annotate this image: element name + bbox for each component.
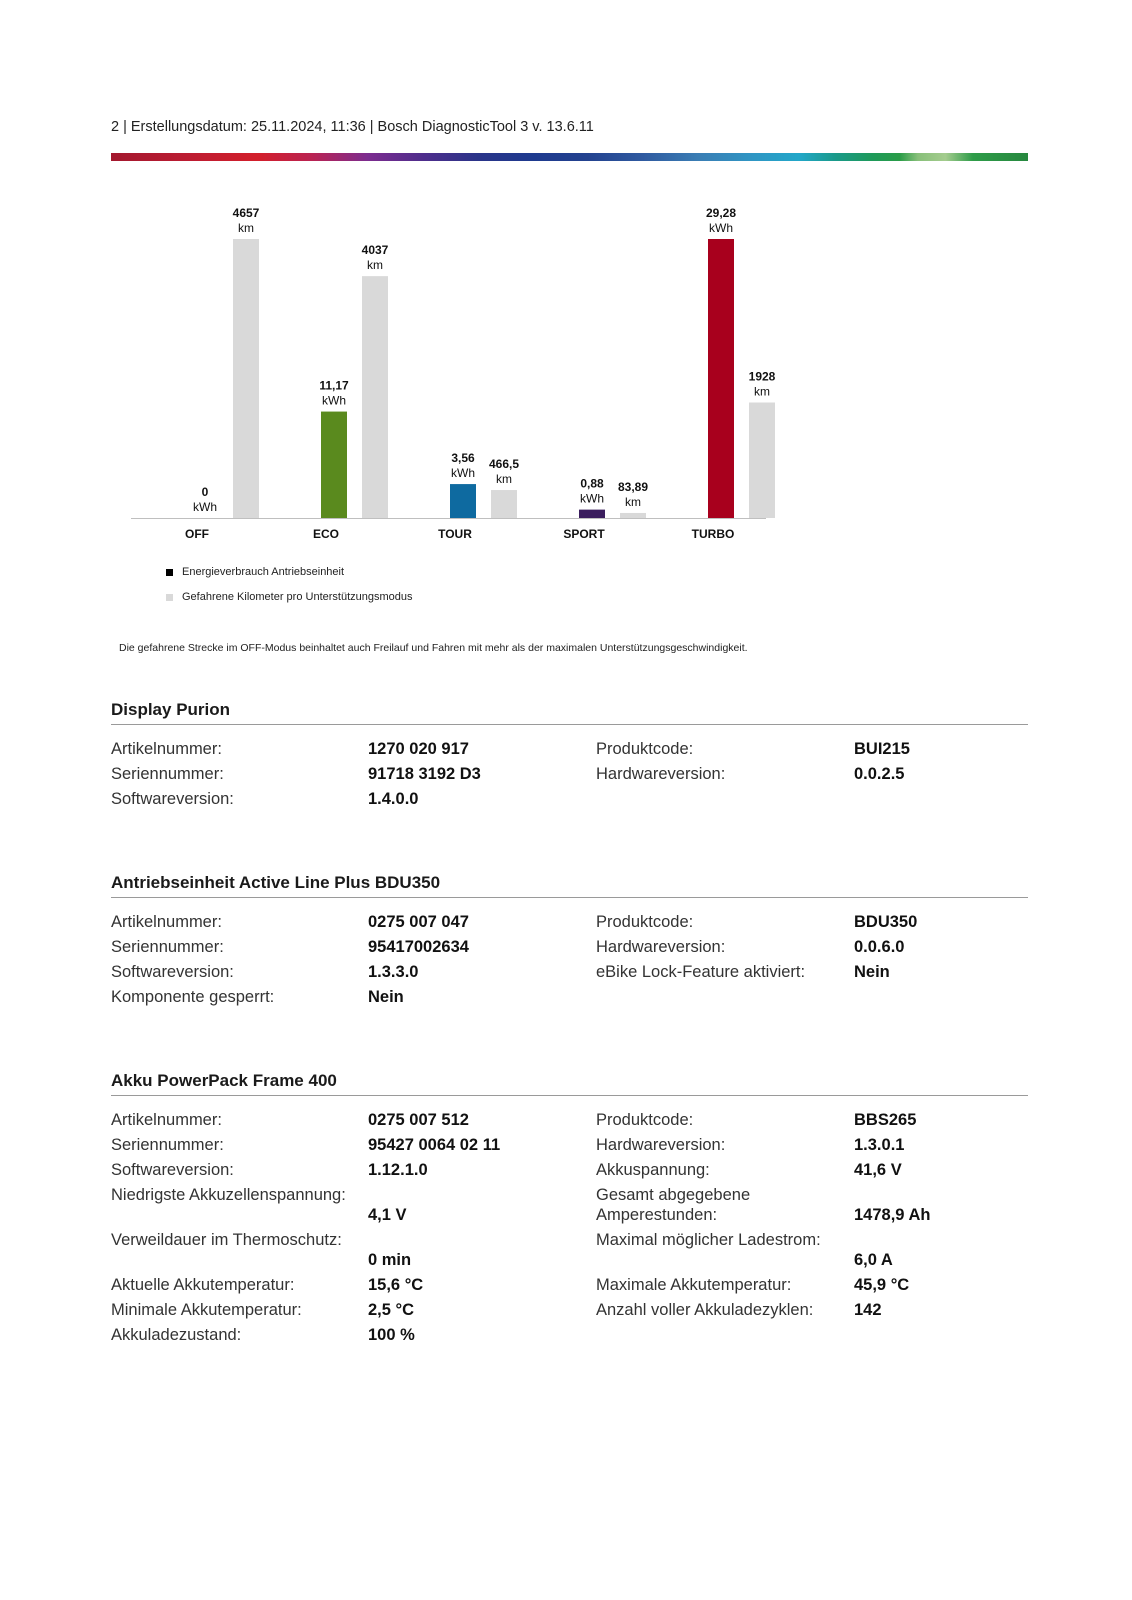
section-battery (111, 1071, 1028, 1350)
field-label: eBike Lock-Feature aktiviert: (596, 963, 806, 981)
info-row (111, 1135, 1028, 1160)
bar-km (620, 513, 646, 518)
info-row (111, 1325, 1028, 1350)
info-row (111, 1110, 1028, 1135)
field-label: Hardwareversion: (596, 765, 726, 783)
field-label: Komponente gesperrt: (111, 988, 275, 1006)
legend-swatch-energy (166, 569, 173, 576)
info-row (111, 739, 1028, 764)
legend-item-energy (166, 566, 344, 578)
data-label-energy-value: 0,88 (580, 476, 604, 491)
field-value: 6,0 A (854, 1251, 893, 1269)
field-label: Seriennummer: (111, 765, 224, 783)
field-value: 91718 3192 D3 (368, 765, 481, 783)
info-row (111, 1230, 1028, 1275)
x-tick-label: SPORT (563, 527, 605, 541)
info-grid (111, 912, 1028, 1012)
field-value: 1270 020 917 (368, 740, 469, 758)
data-label-km-value: 4037 (361, 243, 389, 258)
field-value: 0275 007 047 (368, 913, 469, 931)
field-value: 1.3.3.0 (368, 963, 419, 981)
info-row (111, 912, 1028, 937)
field-value: BDU350 (854, 913, 918, 931)
field-value: 0.0.6.0 (854, 938, 905, 956)
data-label-km-unit: km (367, 258, 383, 273)
section-drive-unit (111, 873, 1028, 1012)
field-value: 95427 0064 02 11 (368, 1136, 501, 1154)
field-value: 1.4.0.0 (368, 790, 419, 808)
bar-energy (450, 484, 476, 518)
bar-km (491, 490, 517, 518)
data-label-km-unit: km (238, 221, 254, 235)
field-label: Aktuelle Akkutemperatur: (111, 1276, 295, 1294)
field-label: Niedrigste Akkuzellenspannung: (111, 1186, 346, 1204)
info-row (111, 789, 1028, 814)
data-label-energy-value: 3,56 (451, 451, 475, 466)
data-label-energy-unit: kWh (709, 221, 733, 235)
bar-energy (708, 239, 734, 518)
data-label-energy-value: 0 (201, 485, 209, 499)
field-value: 2,5 °C (368, 1301, 415, 1319)
info-row (111, 937, 1028, 962)
info-row (111, 1160, 1028, 1185)
field-label: Hardwareversion: (596, 938, 726, 956)
field-value: 100 % (368, 1326, 415, 1344)
field-value: 4,1 V (368, 1206, 407, 1224)
legend-label-energy: Energieverbrauch Antriebseinheit (182, 566, 345, 578)
x-tick-label: ECO (312, 527, 340, 541)
field-label: Produktcode: (596, 740, 694, 758)
energy-distance-chart (111, 200, 791, 555)
field-label: Verweildauer im Thermoschutz: (111, 1231, 342, 1249)
field-label: Softwareversion: (111, 1161, 234, 1179)
info-row (111, 764, 1028, 789)
info-row (111, 1300, 1028, 1325)
field-value: 95417002634 (368, 938, 469, 956)
data-label-energy-value: 29,28 (705, 206, 737, 220)
field-label: Produktcode: (596, 1111, 694, 1129)
data-label-energy-unit: kWh (322, 393, 346, 408)
brand-color-stripe (111, 153, 1028, 161)
field-label: Artikelnummer: (111, 1111, 222, 1129)
field-label: Gesamt abgegebene Amperestunden: (596, 1186, 751, 1224)
field-value: 142 (854, 1301, 882, 1319)
data-label-km-value: 4657 (232, 206, 260, 220)
info-row (111, 1275, 1028, 1300)
data-label-energy-unit: kWh (451, 466, 475, 481)
section-title: Antriebseinheit Active Line Plus BDU350 (111, 873, 1028, 898)
bar-km (233, 239, 259, 518)
data-label-km-value: 83,89 (617, 479, 649, 494)
field-label: Softwareversion: (111, 963, 234, 981)
field-value: 41,6 V (854, 1161, 902, 1179)
x-tick-label: OFF (185, 527, 209, 541)
data-label-km-value: 466,5 (488, 457, 520, 472)
data-label-km-unit: km (754, 384, 770, 399)
bar-km (362, 276, 388, 518)
field-label: Artikelnummer: (111, 740, 222, 758)
data-label-energy-unit: kWh (580, 491, 604, 506)
field-label: Maximal möglicher Ladestrom: (596, 1231, 821, 1249)
bar-km (749, 402, 775, 518)
x-tick-label: TOUR (438, 527, 472, 541)
x-tick-label: TURBO (691, 527, 735, 541)
info-grid (111, 1110, 1028, 1350)
section-title: Akku PowerPack Frame 400 (111, 1071, 1028, 1096)
page-header: 2 | Erstellungsdatum: 25.11.2024, 11:36 | Bosch DiagnosticTool 3 v. 13.6.11 (111, 119, 594, 135)
field-value: Nein (368, 988, 404, 1006)
field-label: Anzahl voller Akkuladezyklen: (596, 1301, 814, 1319)
info-grid (111, 739, 1028, 814)
bar-energy (579, 510, 605, 518)
legend-item-km (166, 591, 413, 603)
legend-swatch-km (166, 594, 173, 601)
field-value: Nein (854, 963, 890, 981)
field-label: Seriennummer: (111, 938, 224, 956)
section-title: Display Purion (111, 700, 1028, 725)
info-row (111, 1185, 1028, 1230)
data-label-energy-value: 11,17 (319, 378, 349, 393)
field-value: BUI215 (854, 740, 910, 758)
field-value: 0275 007 512 (368, 1111, 469, 1129)
field-value: 1478,9 Ah (854, 1206, 931, 1224)
data-label-km-value: 1928 (748, 369, 776, 384)
field-value: 0.0.2.5 (854, 765, 905, 783)
field-label: Artikelnummer: (111, 913, 222, 931)
data-label-km-unit: km (496, 472, 512, 487)
field-value: 1.3.0.1 (854, 1136, 905, 1154)
field-label: Akkuspannung: (596, 1161, 710, 1179)
section-display-purion (111, 700, 1028, 814)
field-value: 1.12.1.0 (368, 1161, 428, 1179)
field-value: BBS265 (854, 1111, 917, 1129)
field-value: 0 min (368, 1251, 412, 1269)
chart-footnote: Die gefahrene Strecke im OFF-Modus beinhaltet auch Freilauf und Fahren mit mehr als der maximalen Unterstützungsgeschwindigkeit. (119, 642, 748, 654)
field-label: Softwareversion: (111, 790, 234, 808)
data-label-energy-unit: kWh (193, 500, 217, 514)
data-label-km-unit: km (625, 494, 641, 509)
bar-energy (321, 412, 347, 518)
field-label: Akkuladezustand: (111, 1326, 242, 1344)
field-label: Produktcode: (596, 913, 694, 931)
legend-label-km: Gefahrene Kilometer pro Unterstützungsmodus (182, 591, 413, 603)
field-label: Hardwareversion: (596, 1136, 726, 1154)
field-label: Minimale Akkutemperatur: (111, 1301, 302, 1319)
field-value: 15,6 °C (368, 1276, 424, 1294)
info-row (111, 987, 1028, 1012)
info-row (111, 962, 1028, 987)
field-value: 45,9 °C (854, 1276, 910, 1294)
field-label: Seriennummer: (111, 1136, 224, 1154)
field-label: Maximale Akkutemperatur: (596, 1276, 792, 1294)
